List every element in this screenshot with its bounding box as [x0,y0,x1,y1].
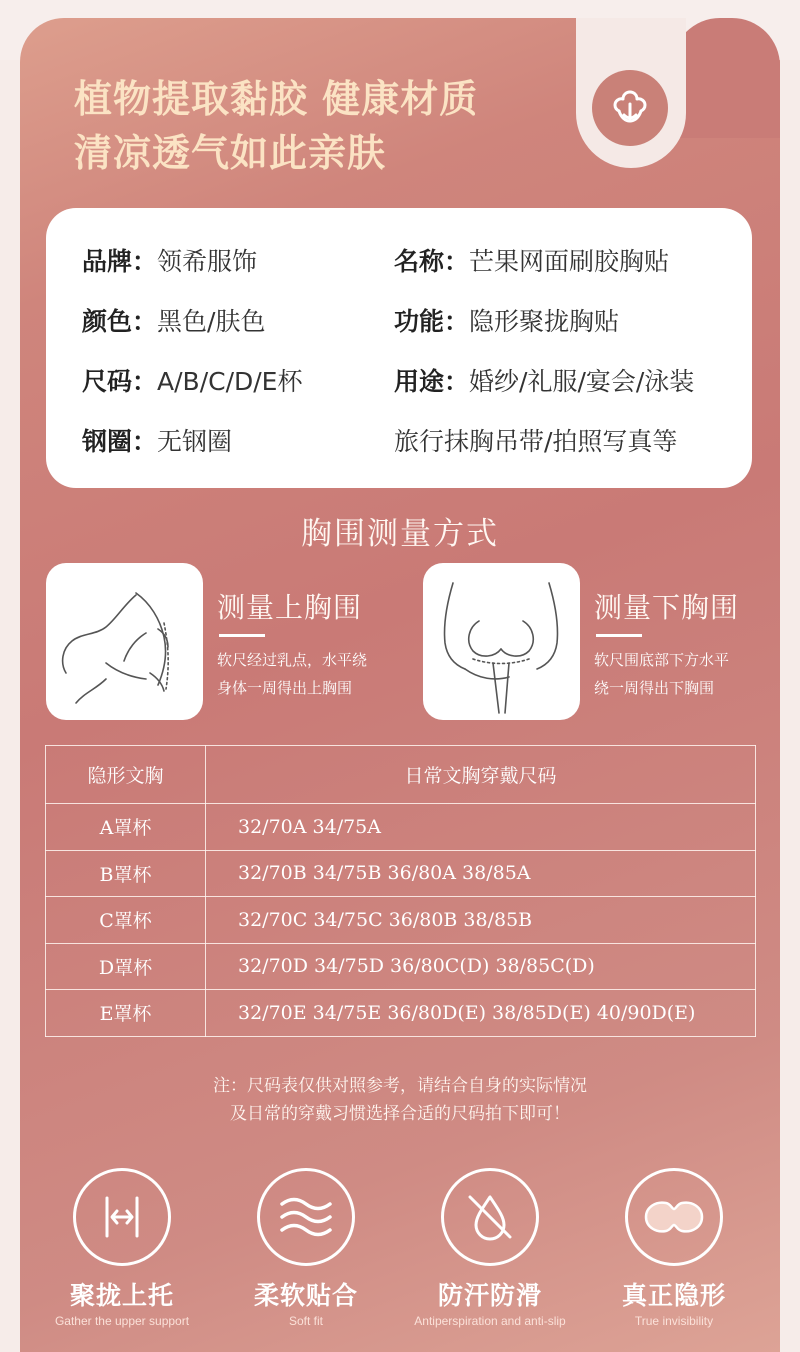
size-note-line1: 注：尺码表仅供对照参考，请结合自身的实际情况 [213,1076,587,1096]
feature-invisible [589,1168,759,1328]
table-cell-sizes: 32/70B 34/75B 36/80A 38/85A [206,850,756,897]
size-chart-table [45,745,756,1037]
table-cell-sizes: 32/70E 34/75E 36/80D(E) 38/85D(E) 40/90D(E) [206,990,756,1037]
upper-bust-desc-line2: 身体一周得出上胸围 [217,679,353,697]
feature-soft-sub: Soft fit [288,1314,323,1328]
waves-icon [257,1168,355,1266]
table-cell-cup: A罩杯 [46,804,206,851]
table-cell-sizes: 32/70A 34/75A [206,804,756,851]
upper-bust-divider [219,634,265,637]
feature-invisible-sub: True invisibility [634,1314,714,1328]
info-underwire: 钢圈：无钢圈 [82,427,233,456]
info-name: 名称：芒果网面刷胶胸贴 [394,247,670,276]
gather-arrows-icon [73,1168,171,1266]
table-row [46,990,756,1037]
info-size: 尺码：A/B/C/D/E杯 [82,367,303,396]
table-cell-cup: B罩杯 [46,850,206,897]
table-cell-cup: C罩杯 [46,897,206,944]
info-color: 颜色：黑色/肤色 [82,307,266,336]
size-note [0,1072,800,1128]
headline-line2: 清凉透气如此亲肤 [74,131,387,175]
info-usage-continued: 旅行抹胸吊带/拍照写真等 [394,427,678,456]
lower-bust-desc-line2: 绕一周得出下胸围 [594,679,715,697]
table-row [46,804,756,851]
no-sweat-drop-icon [441,1168,539,1266]
feature-soft-name: 柔软贴合 [253,1281,358,1310]
panel-tab-right [672,18,780,138]
lower-bust-description [594,646,774,702]
table-cell-sizes: 32/70D 34/75D 36/80C(D) 38/85C(D) [206,943,756,990]
table-header-sizes: 日常文胸穿戴尺码 [206,746,756,804]
info-usage: 用途：婚纱/礼服/宴会/泳装 [394,367,695,396]
table-row [46,897,756,944]
upper-bust-title: 测量上胸围 [217,591,363,624]
feature-gather-sub: Gather the upper support [54,1314,190,1328]
lower-bust-divider [596,634,642,637]
upper-bust-illustration [46,563,203,720]
product-info-card [46,208,752,488]
lower-bust-illustration [423,563,580,720]
feature-soft [221,1168,391,1328]
upper-bust-desc-line1: 软尺经过乳点，水平绕 [217,651,368,669]
feature-gather [37,1168,207,1328]
headline [74,72,478,180]
table-header-row [46,746,756,804]
table-row [46,943,756,990]
size-note-line2: 及日常的穿戴习惯选择合适的尺码拍下即可！ [230,1104,570,1124]
table-cell-cup: E罩杯 [46,990,206,1037]
feature-antislip-sub: Antiperspiration and anti-slip [414,1314,566,1328]
info-brand: 品牌：领希服饰 [82,247,258,276]
lower-bust-title: 测量下胸围 [594,591,740,624]
table-header-cup: 隐形文胸 [46,746,206,804]
feature-invisible-name: 真正隐形 [621,1281,726,1310]
table-cell-sizes: 32/70C 34/75C 36/80B 38/85B [206,897,756,944]
info-function: 功能：隐形聚拢胸贴 [394,307,620,336]
feature-antislip-name: 防汗防滑 [437,1281,542,1310]
feature-gather-name: 聚拢上托 [69,1281,174,1310]
feature-antislip [405,1168,575,1328]
cotton-flower-icon [592,70,668,146]
upper-bust-description [217,646,397,702]
headline-line1: 植物提取黏胶 健康材质 [74,77,479,121]
table-cell-cup: D罩杯 [46,943,206,990]
lower-bust-desc-line1: 软尺围底部下方水平 [594,651,730,669]
table-row [46,850,756,897]
measure-section-title: 胸围测量方式 [301,516,499,552]
nipple-cover-icon [625,1168,723,1266]
